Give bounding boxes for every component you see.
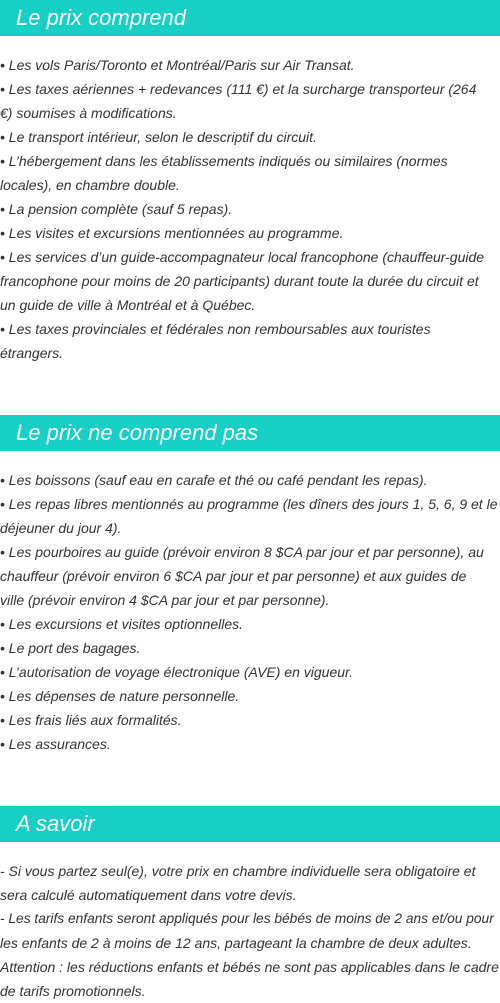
excluded-items-list [0, 468, 500, 756]
list-line: • Les taxes provinciales et fédérales non remboursables aux touristes [0, 321, 431, 337]
list-line: • Les dépenses de nature personnelle. [0, 688, 240, 704]
list-line: • Les repas libres mentionnés au programme (les dîners des jours 1, 5, 6, 9 et le [0, 496, 498, 512]
list-line: • Les services d’un guide-accompagnateur local francophone (chauffeur-guide [0, 249, 485, 265]
list-line: - Les tarifs enfants seront appliqués pour les bébés de moins de 2 ans et/ou pour [0, 911, 494, 926]
list-line: • L’autorisation de voyage électronique (AVE) en vigueur. [0, 664, 354, 680]
list-line: • Les frais liés aux formalités. [0, 712, 182, 728]
list-line: déjeuner du jour 4). [0, 520, 122, 536]
list-line: francophone pour moins de 20 participants) durant toute la durée du circuit et [0, 273, 479, 289]
list-line: de tarifs promotionnels. [0, 983, 146, 999]
section-price-includes [0, 0, 500, 365]
section-title: Le prix ne comprend pas [0, 415, 500, 451]
section-title: Le prix comprend [0, 0, 500, 36]
list-line: un guide de ville à Montréal et à Québec. [0, 297, 256, 313]
list-line: • Les taxes aériennes + redevances (111 €) et la surcharge transporteur (264 [0, 81, 477, 97]
info-items-list [0, 859, 500, 1003]
list-line: sera calculé automatiquement dans votre devis. [0, 887, 297, 903]
section-price-excludes [0, 415, 500, 756]
list-line: • Les pourboires au guide (prévoir environ 8 $CA par jour et par personne), au [0, 544, 484, 560]
list-line: étrangers. [0, 345, 64, 361]
list-line: chauffeur (prévoir environ 6 $CA par jour et par personne) et aux guides de [0, 568, 467, 584]
list-line: • Les excursions et visites optionnelles. [0, 616, 244, 632]
section-good-to-know [0, 806, 500, 1003]
list-line: locales), en chambre double. [0, 177, 180, 193]
list-line: ville (prévoir environ 4 $CA par jour et par personne). [0, 592, 330, 608]
list-line: • Les boissons (sauf eau en carafe et thé ou café pendant les repas). [0, 472, 428, 488]
section-title: A savoir [0, 806, 500, 842]
list-line: • Les assurances. [0, 736, 111, 752]
list-line: €) soumises à modifications. [0, 105, 177, 121]
list-line: • L’hébergement dans les établissements indiqués ou similaires (normes [0, 153, 448, 169]
list-line: • Le port des bagages. [0, 640, 141, 656]
list-line: - Si vous partez seul(e), votre prix en chambre individuelle sera obligatoire et [0, 863, 476, 879]
list-line: • Le transport intérieur, selon le descriptif du circuit. [0, 129, 317, 145]
list-line: • La pension complète (sauf 5 repas). [0, 201, 233, 217]
list-line: Attention : les réductions enfants et bébés ne sont pas applicables dans le cadre [0, 959, 499, 975]
included-items-list [0, 53, 500, 365]
list-line: les enfants de 2 à moins de 12 ans, partageant la chambre de deux adultes. [0, 935, 472, 951]
list-line: • Les visites et excursions mentionnées au programme. [0, 225, 344, 241]
list-line: • Les vols Paris/Toronto et Montréal/Paris sur Air Transat. [0, 57, 355, 73]
